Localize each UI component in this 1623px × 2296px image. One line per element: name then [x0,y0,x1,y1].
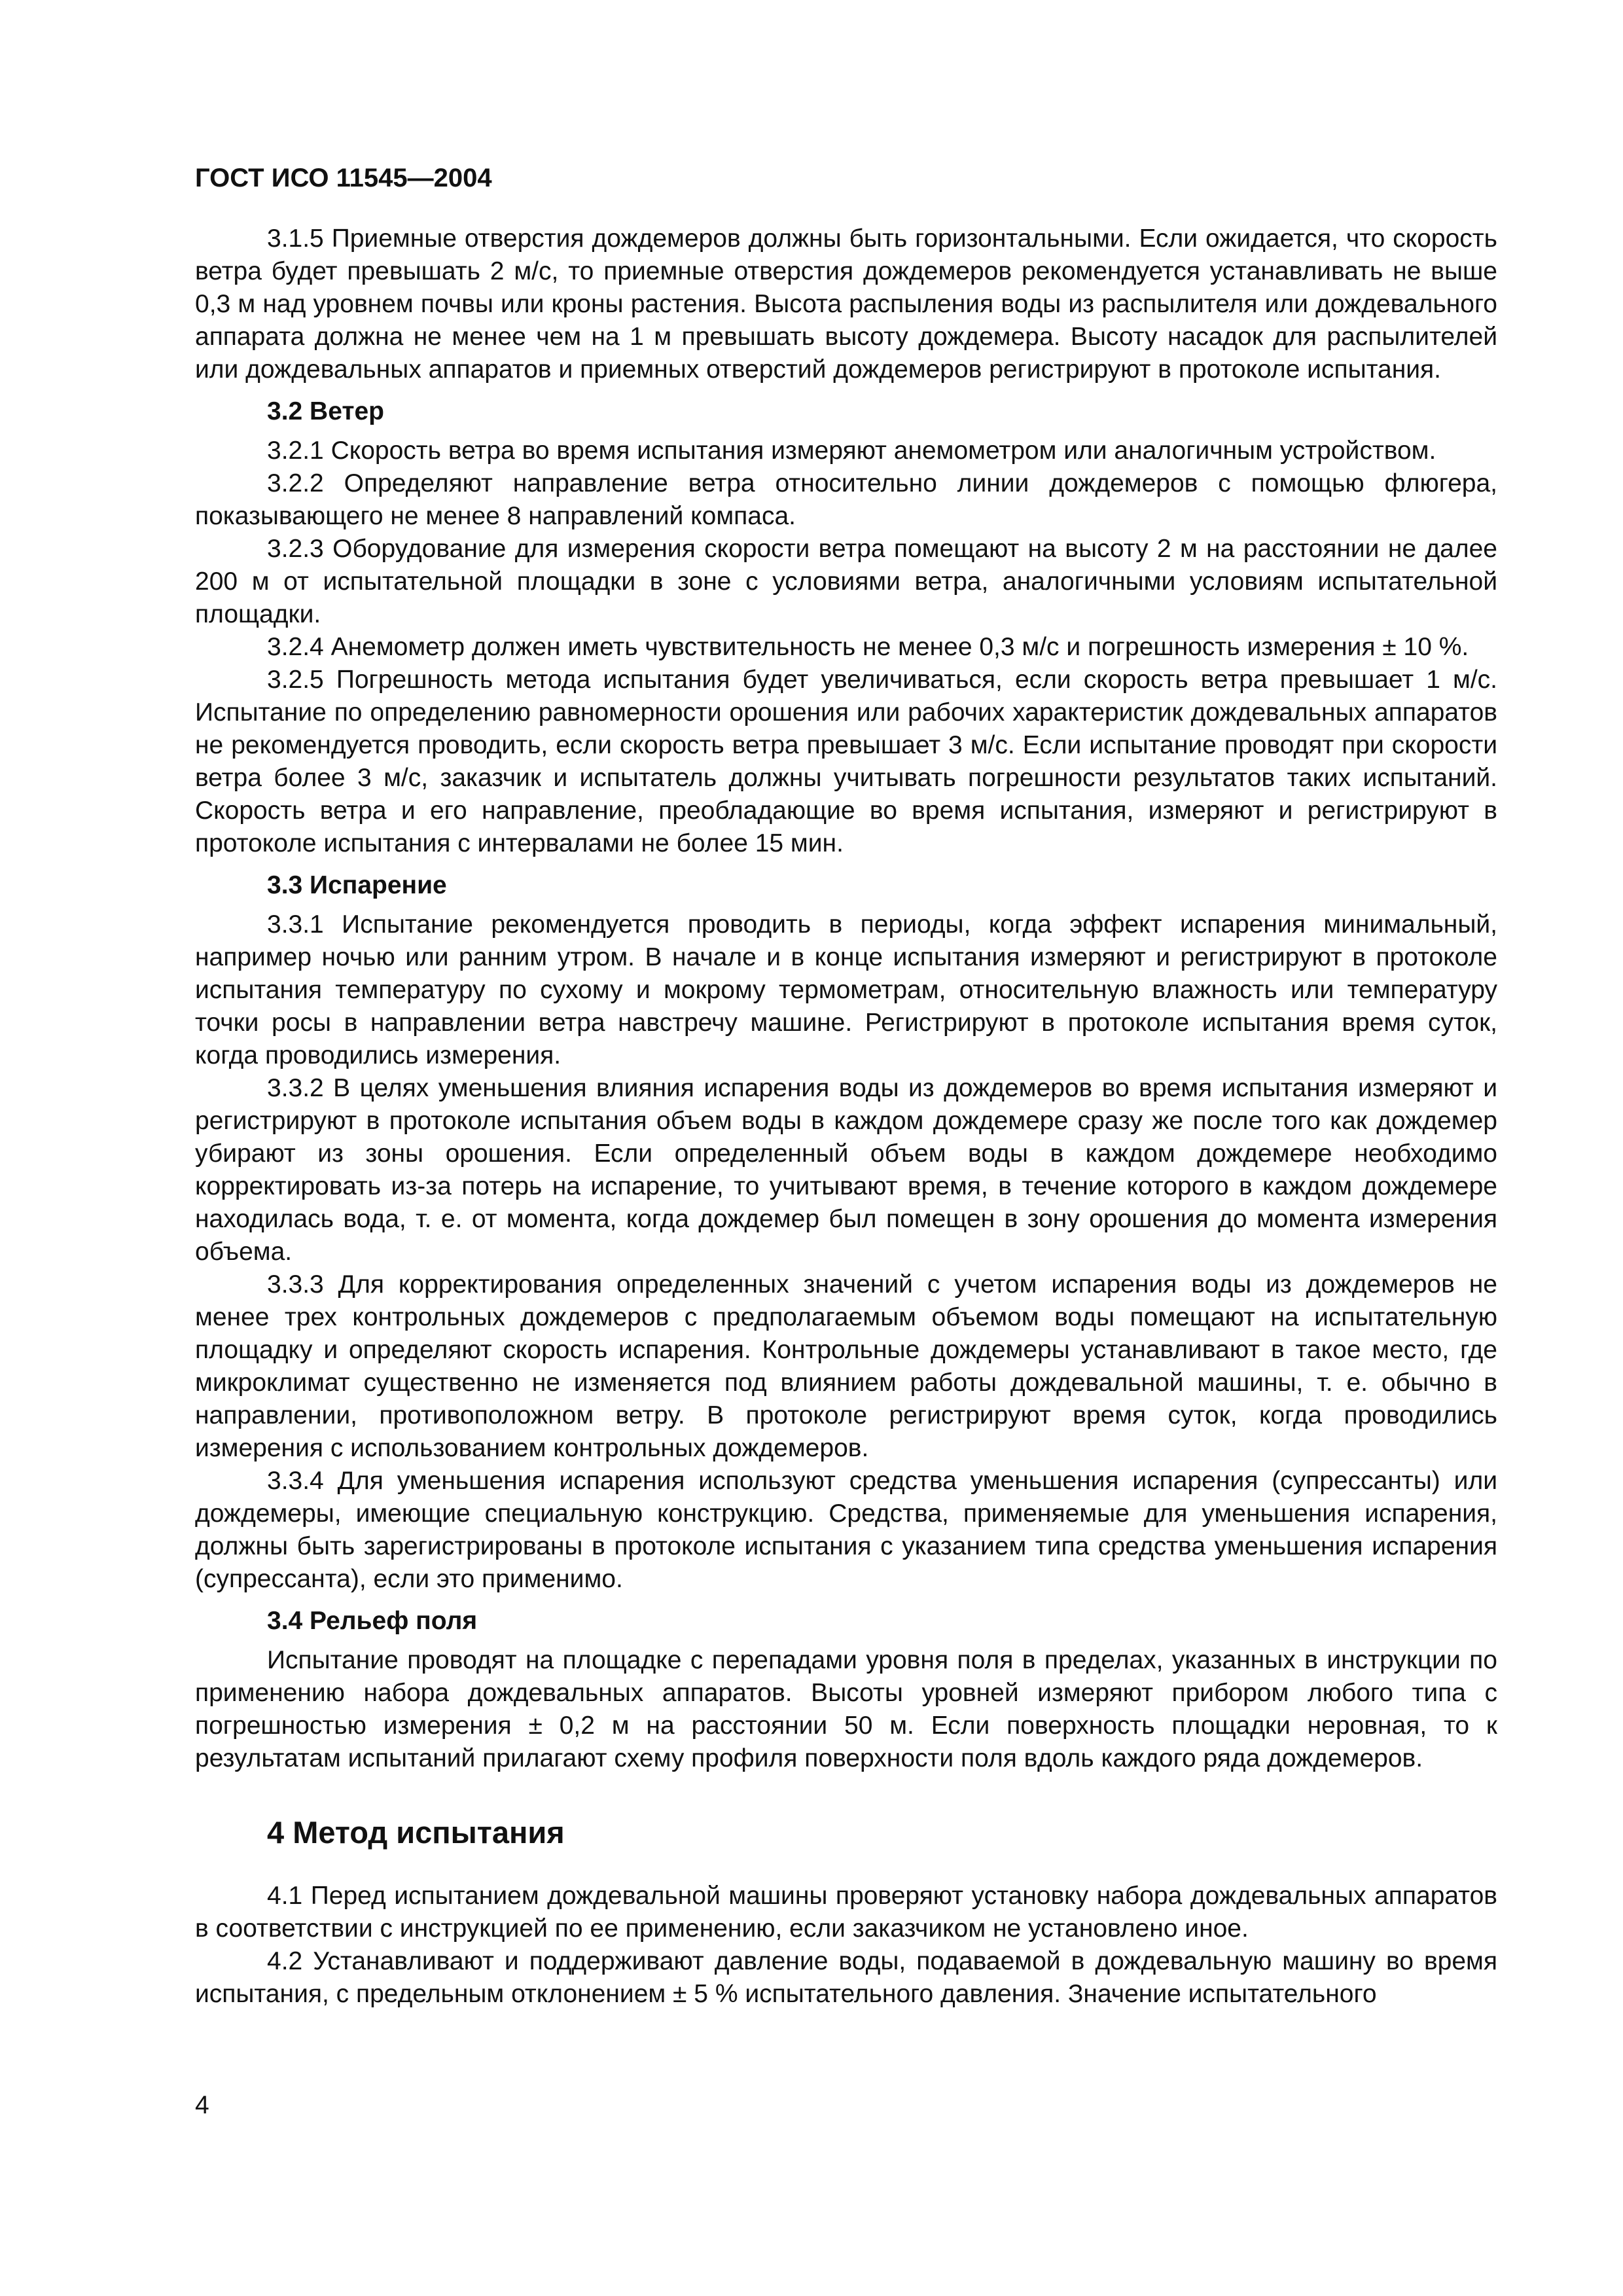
paragraph-3-2-3: 3.2.3 Оборудование для измерения скорости ветра помещают на высоту 2 м на расстоянии не далее 200 м от испытательной площадки в зоне с условиями ветра, аналогичными условиям испытательной площадки. [195,535,1497,628]
paragraph-3-2-1: 3.2.1 Скорость ветра во время испытания измеряют анемометром или аналогичным устройством. [267,437,1436,465]
paragraph-3-2-5: 3.2.5 Погрешность метода испытания будет увеличиваться, если скорость ветра превышает 1 м/с. Испытание по определению равномерности орошения или рабочих характеристик дождевальных аппаратов не рекомендуется проводить, если скорость ветра превышает 3 м/с. Если испытание проводят при скорости ветра более 3 м/с, заказчик и испытатель должны учитывать погрешности результатов таких испытаний. Скорость ветра и его направление, преобладающие во время испытания, измеряют и регистрируют в протоколе испытания с интервалами не более 15 мин. [195,666,1497,857]
paragraph-3-2-2: 3.2.2 Определяют направление ветра относительно линии дождемеров с помощью флюгера, показывающего не менее 8 направлений компаса. [195,469,1497,530]
document-header-code: ГОСТ ИСО 11545—2004 [195,164,492,192]
section-title-4: 4 Метод испытания [267,1815,565,1850]
subheading-3-4: 3.4 Рельеф поля [267,1607,478,1635]
paragraph-3-3-4: 3.3.4 Для уменьшения испарения используют средства уменьшения испарения (супрессанты) или дождемеры, имеющие специальную конструкцию. Средства, применяемые для уменьшения испарения, должны быть зарегистрированы в протоколе испытания с указанием типа средства уменьшения испарения (супрессанта), если это применимо. [195,1467,1497,1593]
paragraph-3-4: Испытание проводят на площадке с перепадами уровня поля в пределах, указанных в инструкции по применению набора дождевальных аппаратов. Высоты уровней измеряют прибором любого типа с погрешностью измерения ± 0,2 м на расстоянии 50 м. Если поверхность площадки неровная, то к результатам испытаний прилагают схему профиля поверхности поля вдоль каждого ряда дождемеров. [195,1646,1497,1772]
paragraph-4-2: 4.2 Устанавливают и поддерживают давление воды, подаваемой в дождевальную машину во время испытания, с предельным отклонением ± 5 % испытательного давления. Значение испытательного [195,1947,1497,2008]
paragraph-3-2-4: 3.2.4 Анемометр должен иметь чувствительность не менее 0,3 м/с и погрешность измерения ± 10 %. [267,633,1469,661]
paragraph-4-1: 4.1 Перед испытанием дождевальной машины проверяют установку набора дождевальных аппаратов в соответствии с инструкцией по ее применению, если заказчиком не установлено иное. [195,1882,1497,1943]
subheading-3-2: 3.2 Ветер [267,397,385,425]
paragraph-3-3-3: 3.3.3 Для корректирования определенных значений с учетом испарения воды из дождемеров не менее трех контрольных дождемеров с предполагаемым объемом воды помещают на испытательную площадку и определяют скорость испарения. Контрольные дождемеры устанавливают в такое место, где микроклимат существенно не изменяется под влиянием работы дождевальной машины, т. е. обычно в направлении, противоположном ветру. В протоколе регистрируют время суток, когда проводились измерения с использованием контрольных дождемеров. [195,1270,1497,1462]
paragraph-3-3-2: 3.3.2 В целях уменьшения влияния испарения воды из дождемеров во время испытания измеряют и регистрируют в протоколе испытания объем воды в каждом дождемере сразу же после того как дождемер убирают из зоны орошения. Если определенный объем воды в каждом дождемере необходимо корректировать из-за потерь на испарение, то учитывают время, в течение которого в каждом дождемере находилась вода, т. е. от момента, когда дождемер был помещен в зону орошения до момента измерения объема. [195,1074,1497,1266]
document-body [195,223,1497,2011]
subheading-3-3: 3.3 Испарение [267,871,447,899]
page-number: 4 [195,2091,209,2119]
paragraph-3-3-1: 3.3.1 Испытание рекомендуется проводить в периоды, когда эффект испарения минимальный, например ночью или ранним утром. В начале и в конце испытания измеряют и регистрируют в протоколе испытания температуру по сухому и мокрому термометрам, относительную влажность или температуру точки росы в направлении ветра навстречу машине. Регистрируют в протоколе испытания время суток, когда проводились измерения. [195,910,1497,1069]
paragraph-3-1-5: 3.1.5 Приемные отверстия дождемеров должны быть горизонтальными. Если ожидается, что скорость ветра будет превышать 2 м/с, то приемные отверстия дождемеров рекомендуется устанавливать не выше 0,3 м над уровнем почвы или кроны растения. Высота распыления воды из распылителя или дождевального аппарата должна не менее чем на 1 м превышать высоту дождемера. Высоту насадок для распылителей или дождевальных аппаратов и приемных отверстий дождемеров регистрируют в протоколе испытания. [195,224,1497,384]
